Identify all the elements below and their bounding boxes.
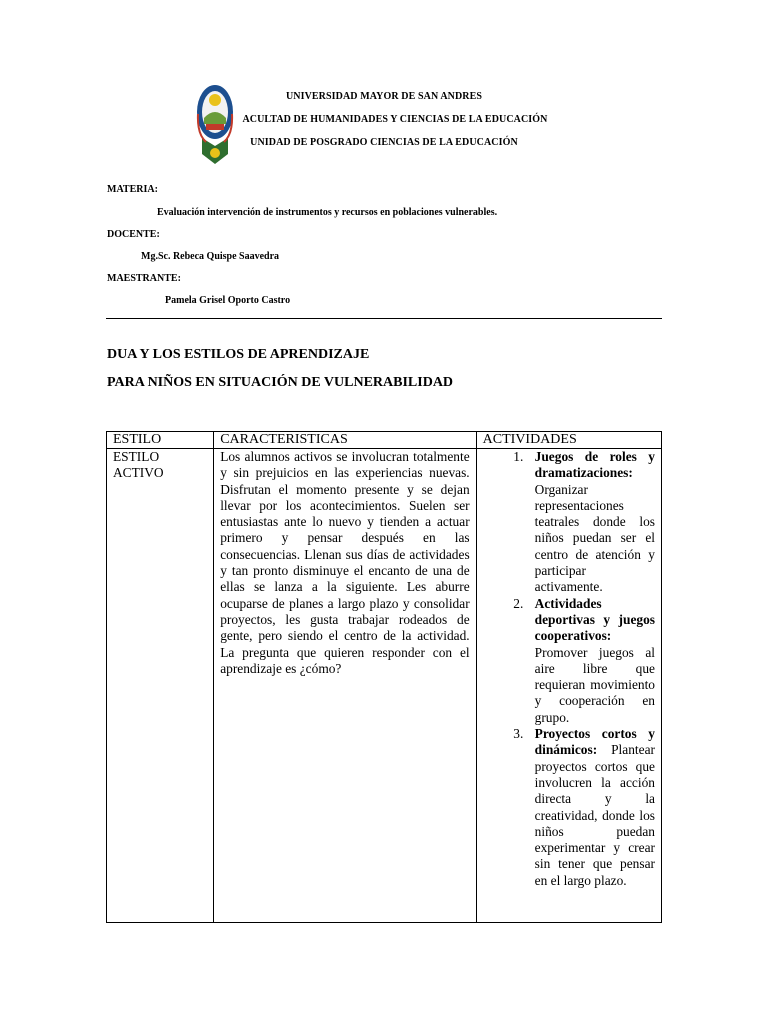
table-header-row <box>107 432 662 449</box>
cell-caracteristicas: Los alumnos activos se involucran totalmente y sin prejuicios en las experiencias nuevas. Disfrutan el momento presente y se dejan llevar por los acontecimientos. Suelen ser entusiastas ante lo nuevo y tienden a actuar primero y pensar después en las consecuencias. Llenan sus días de actividades y tan pronto disminuye el encanto de una de ellas se lanza a la siguiente. Les aburre ocuparse de planes a largo plazo y consolidar proyectos, les gusta trabajar rodeados de gente, pero siendo el centro de la actividad. La pregunta que quieren responder con el aprendizaje es ¿cómo? <box>214 449 476 923</box>
document-title-line-1: DUA Y LOS ESTILOS DE APRENDIZAJE <box>107 347 370 362</box>
activity-text: Plantear proyectos cortos que involucren la acción directa y la creatividad, donde los niños puedan experimentar y crear sin tener que pensar en el largo plazo. <box>534 742 655 888</box>
materia-value: Evaluación intervención de instrumentos y recursos en poblaciones vulnerables. <box>157 207 498 218</box>
cell-estilo: ESTILO ACTIVO <box>107 449 214 923</box>
faculty-name: ACULTAD DE HUMANIDADES Y CIENCIAS DE LA EDUCACIÓN <box>242 114 548 125</box>
unit-name: UNIDAD DE POSGRADO CIENCIAS DE LA EDUCACIÓN <box>250 137 518 148</box>
document-title-line-2: PARA NIÑOS EN SITUACIÓN DE VULNERABILIDAD <box>107 375 454 390</box>
activity-title: Proyectos cortos y dinámicos: <box>534 726 655 758</box>
maestrante-value: Pamela Grisel Oporto Castro <box>165 295 291 306</box>
activities-list <box>483 449 655 889</box>
university-name: UNIVERSIDAD MAYOR DE SAN ANDRES <box>285 91 483 102</box>
header-actividades: ACTIVIDADES <box>476 432 661 449</box>
docente-label: DOCENTE: <box>107 229 160 240</box>
activity-title: Juegos de roles y dramatizaciones: <box>534 449 655 481</box>
header-divider <box>106 318 662 319</box>
table-row <box>107 449 662 923</box>
list-item <box>527 449 655 596</box>
list-item <box>527 596 655 726</box>
header-estilo: ESTILO <box>107 432 214 449</box>
activity-text: Organizar representaciones teatrales donde los niños puedan ser el centro de atención y participar activamente. <box>534 481 655 595</box>
maestrante-label: MAESTRANTE: <box>107 273 181 284</box>
materia-label: MATERIA: <box>107 184 158 195</box>
activity-title: Actividades deportivas y juegos cooperativos: <box>534 595 655 644</box>
cell-actividades <box>476 449 661 923</box>
list-item <box>527 726 655 889</box>
header-caracteristicas: CARACTERISTICAS <box>214 432 476 449</box>
learning-styles-table <box>106 431 662 923</box>
docente-value: Mg.Sc. Rebeca Quispe Saavedra <box>141 251 280 262</box>
activity-text: Promover juegos al aire libre que requieran movimiento y cooperación en grupo. <box>534 644 655 725</box>
